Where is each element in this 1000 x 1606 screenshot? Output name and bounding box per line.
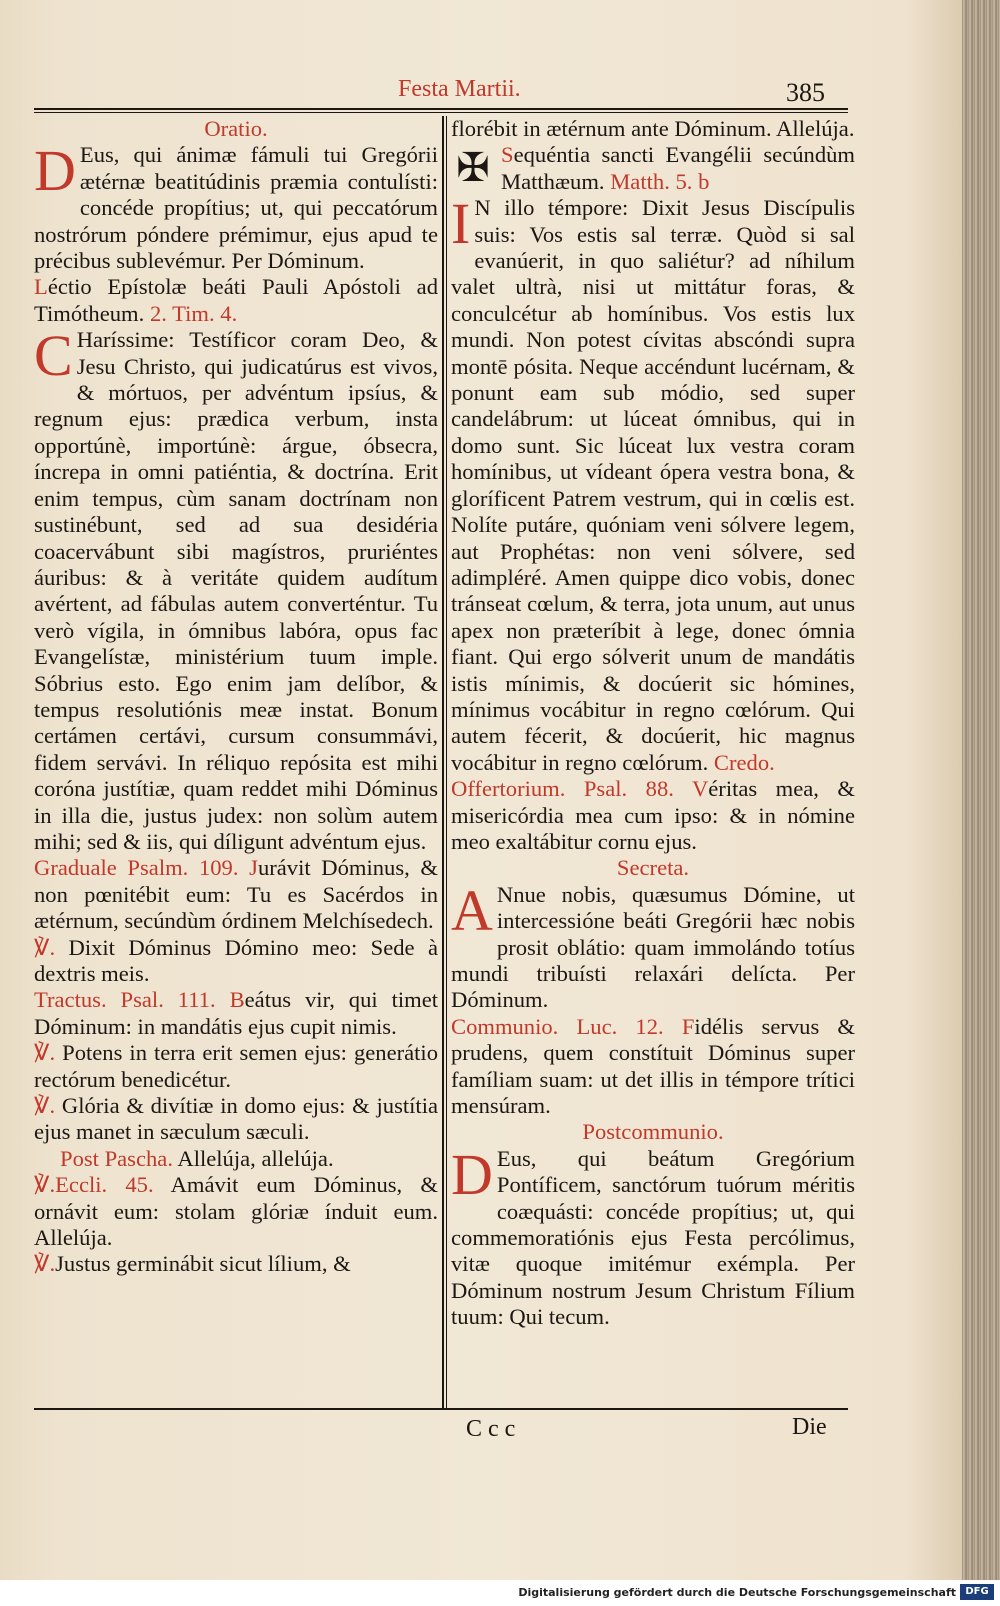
lectio-text: Haríssime: Testíficor coram Deo, & Jesu Christo, qui judicatúrus est vivos, & mórtuos, per advéntum ipsíus, & regnum ejus: prædica verbum, insta opportúnè, importúnè: árgue, óbsecra, íncrepa in omni patiéntia, & doctrína. Erit enim tempus, cùm sanam doctrínam non sustinébunt, sed ad sua desidéria coacervábunt sibi magístros, pruriéntes áuribus: & à veritáte quidem audítum avértent, ad fábulas autem converténtur. Tu verò vígila, in ómnibus labóra, opus fac Evangelístæ, ministérium tuum imple. Sóbrius esto. Ego enim jam delíbor, & tempus resolutiónis meæ instat. Bonum certámen certávi, cursum consummávi, fidem servávi. In réliquo repósita est mihi coróna justítiæ, quam reddet mihi Dóminus in illa die, justus judex: non solùm autem mihi; sed & iis, qui díligunt advéntum ejus.: [34, 327, 438, 854]
versicle-icon: ℣.: [34, 1251, 56, 1277]
postcommunio-text: Eus, qui beátum Gregórium Pontíficem, sanctórum tuórum méritis coæquásti: concéde propítius; ut, qui commemoratiónis ejus Festa percólimus, vitæ quoque imitémur exémpla. Per Dóminum nostrum Jesum Christum Fílium tuum: Qui tecum.: [451, 1145, 855, 1330]
secreta-text: Nnue nobis, quæsumus Dómine, ut intercessióne beáti Gregórii hæc nobis prosit oblátio: quam immolándo totíus mundi tribuísti relaxári delícta. Per Dóminum.: [451, 881, 855, 1013]
gospel-text: N illo témpore: Dixit Jesus Discípulis suis: Vos estis sal terræ. Quòd si sal evanúerit, in quo saliétur? ad níhilum valet ultrà, nisi ut mittátur foras, & conculcétur ab homínibus. Vos estis lux mundi. Non potest cívitas abscóndi supra montē pósita. Neque accéndunt lucérnam, & ponunt eam sub módio, sed super candelábrum: ut lúceat ómnibus, qui in domo sunt. Sic lúceat lux vestra coram homínibus, ut vídeant ópera vestra bona, & gloríficent Patrem vestrum, qui in cœlis est. Nolíte putáre, quóniam veni sólvere legem, aut Prophétas: non veni sólvere, sed adimpléré. Amen quippe dico vobis, donec tránseat cœlum, & terra, jota unum, aut unus apex non præteríbit à lege, donec ómnia fiant. Qui ergo sólverit unum de mandátis istis mínimis, & docúerit sic hómines, mínimus vocábitur in regno cœlórum. Qui autem fécerit, & docúerit, hic magnus vocábitur in regno cœlórum.: [451, 195, 855, 775]
tractus-verse-2: [34, 1093, 438, 1146]
graduale-verse-text: Dixit Dóminus Dómino meo: Sede à dextris meis.: [34, 934, 438, 986]
offertorium-initial: V: [691, 776, 709, 802]
lectio-initial: L: [34, 274, 48, 300]
sequentia-initial: S: [501, 142, 514, 168]
credo-label: Credo.: [713, 749, 775, 775]
lectio-title: éctio Epístolæ beáti Pauli Apóstoli ad Timótheum.: [34, 274, 438, 326]
oratio-heading: Oratio.: [204, 116, 268, 141]
top-rule-thin: [34, 112, 848, 113]
communio-paragraph: [451, 1014, 855, 1120]
post-pascha-line: [34, 1146, 438, 1172]
tractus-verse-2-text: Glória & divítiæ in domo ejus: & justítia ejus manet in sæculum sæculi.: [34, 1093, 438, 1145]
continuation-text: florébit in ætérnum ante Dóminum. Allelúja.: [451, 116, 855, 141]
cross-ornament-icon: ✠: [456, 145, 490, 191]
dfg-logo-icon: DFG: [960, 1584, 994, 1600]
left-column: [34, 116, 438, 1278]
secreta-drop-initial: A: [451, 877, 493, 943]
sequentia-text: equéntia sancti Evangélii secúndùm Matthæum.: [501, 142, 855, 194]
column-divider: [442, 116, 444, 1408]
offertorium-paragraph: [451, 776, 855, 855]
communio-label: Communio. Luc. 12.: [451, 1013, 664, 1039]
tractus-verse-1-text: Potens in terra erit semen ejus: generátio rectórum benedicétur.: [34, 1040, 439, 1092]
lectio-drop-initial: C: [34, 323, 73, 389]
secreta-paragraph: [451, 877, 855, 1014]
communio-initial: F: [681, 1013, 695, 1039]
running-head: Festa Martii.: [398, 76, 521, 102]
secreta-heading: Secreta.: [616, 855, 690, 881]
column-divider-thin: [446, 116, 447, 1408]
tractus-initial: B: [229, 987, 245, 1013]
final-verse: [34, 1251, 438, 1277]
postcommunio-paragraph: [451, 1141, 855, 1331]
right-column: [451, 116, 855, 1331]
graduale-text: urávit Dóminus, & non pœnitébit eum: Tu es Sacérdos in ætérnum, secúndùm órdinem Melchísedech.: [34, 855, 438, 934]
offertorium-label: Offertorium. Psal. 88.: [451, 776, 674, 802]
post-pascha-label: Post Pascha.: [60, 1145, 173, 1171]
page-number: 385: [786, 78, 825, 107]
top-rule: [34, 108, 848, 110]
book-page-edges: [962, 0, 1000, 1580]
catchword: Die: [792, 1414, 827, 1440]
sequentia-reference: Matth. 5. b: [610, 168, 710, 194]
versicle-icon: ℣.: [34, 1172, 56, 1198]
gospel-drop-initial: I: [451, 191, 471, 257]
versicle-icon: ℣.: [34, 1093, 56, 1119]
graduale-verse: [34, 935, 438, 988]
tractus-paragraph: [34, 987, 438, 1040]
signature-mark: Ccc: [466, 1416, 522, 1442]
oratio-paragraph: [34, 138, 438, 274]
bottom-rule: [34, 1408, 848, 1410]
final-verse-text: Justus germinábit sicut lílium, &: [55, 1251, 351, 1277]
eccli-label: Eccli. 45.: [55, 1172, 154, 1198]
lectio-reference: 2. Tim. 4.: [149, 300, 238, 326]
eccli-text: Amávit eum Dóminus, & ornávit eum: stolam glóriæ índuit eum. Allelúja.: [34, 1172, 438, 1251]
eccli-verse: [34, 1172, 438, 1251]
lectio-title-line: [34, 274, 438, 327]
postcommunio-heading: Postcommunio.: [582, 1119, 724, 1145]
graduale-initial: J: [249, 855, 258, 881]
digitization-note: Digitalisierung gefördert durch die Deutsche Forschungsgemeinschaft: [518, 1586, 956, 1599]
graduale-paragraph: [34, 855, 438, 934]
offertorium-text: éritas mea, & misericórdia mea cum ipso: & in nómine meo exaltábitur cornu ejus.: [451, 776, 855, 854]
gospel-paragraph: [451, 191, 855, 776]
graduale-label: Graduale Psalm. 109.: [34, 855, 239, 881]
postcommunio-drop-initial: D: [451, 1141, 493, 1207]
oratio-text: Eus, qui ánimæ fámuli tui Gregórii ætérnæ beatitúdinis præmia contulísti: concéde propítius; ut, qui peccatórum nostrórum póndere prémimur, ejus apud te précibus sublevémur. Per Dóminum.: [34, 142, 438, 274]
oratio-drop-initial: D: [34, 138, 76, 204]
tractus-text: eátus vir, qui timet Dóminum: in mandátis ejus cupit nimis.: [34, 987, 439, 1039]
tractus-verse-1: [34, 1040, 438, 1093]
sequentia-paragraph: [451, 142, 855, 195]
tractus-label: Tractus. Psal. 111.: [34, 987, 216, 1013]
communio-text: idélis servus & prudens, quem constítuit Dóminus super famíliam suam: ut det illis in témpore trítici mensúram.: [451, 1013, 855, 1119]
versicle-icon: ℣.: [34, 1040, 56, 1066]
lectio-paragraph: [34, 323, 438, 855]
post-pascha-text: Allelúja, allelúja.: [177, 1145, 334, 1171]
versicle-icon: ℣.: [34, 934, 56, 960]
